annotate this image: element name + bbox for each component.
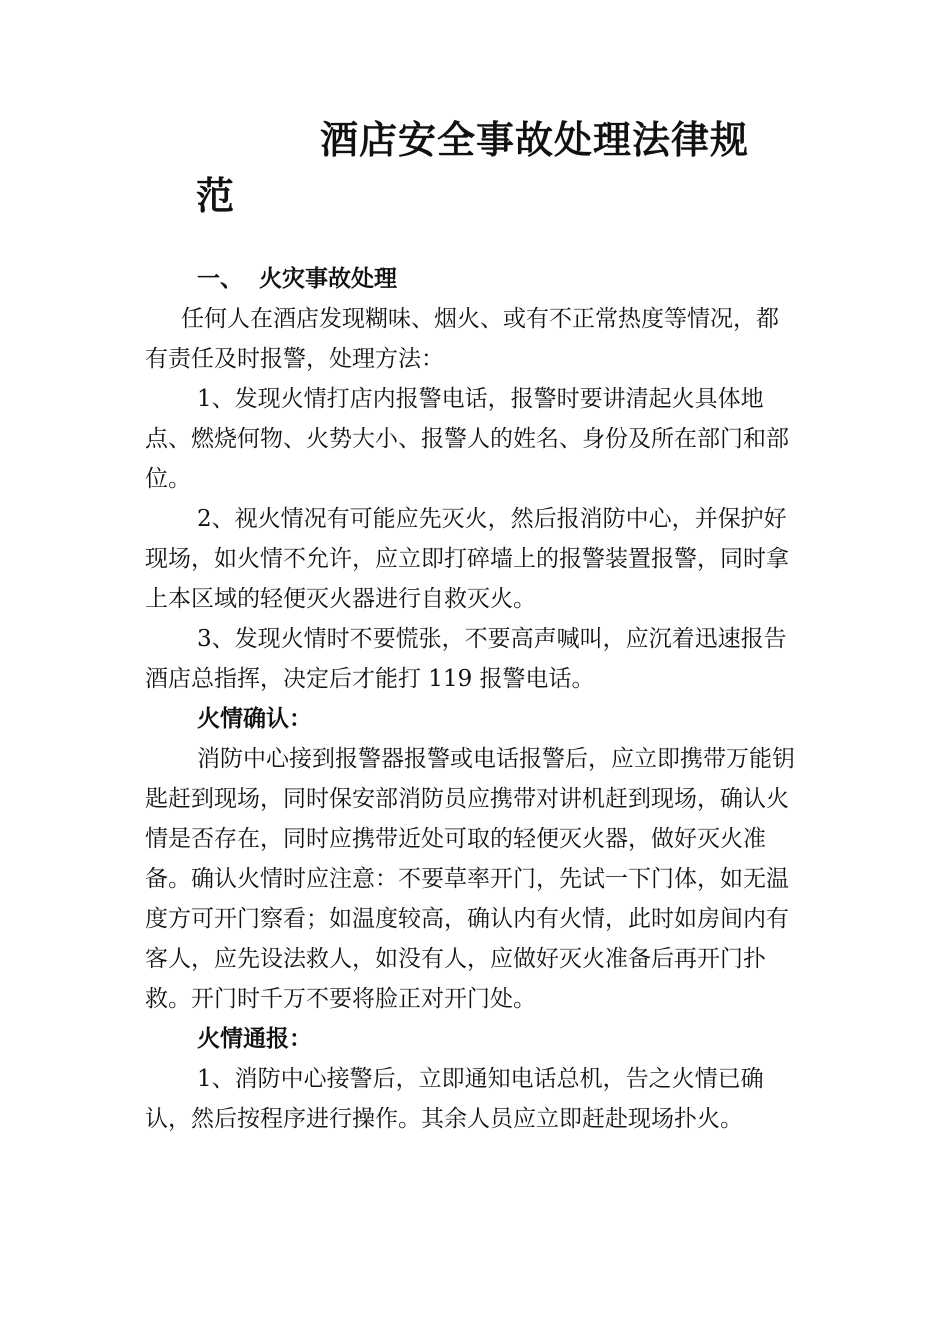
document-body [145, 259, 800, 1139]
title-line-2: 范 [196, 173, 236, 218]
list-item-2: 2、视火情况有可能应先灭火，然后报消防中心，并保护好现场，如火情不允许，应立即打碎墙上的报警装置报警，同时拿上本区域的轻便灭火器进行自救灭火。 [145, 506, 789, 612]
confirm-paragraph: 消防中心接到报警器报警或电话报警后，应立即携带万能钥匙赶到现场，同时保安部消防员应携带对讲机赶到现场，确认火情是否存在，同时应携带近处可取的轻便灭火器，做好灭火准备。确认火情时应注意：不要草率开门，先试一下门体，如无温度方可开门察看；如温度较高，确认内有火情，此时如房间内有客人，应先设法救人，如没有人，应做好灭火准备后再开门扑救。开门时千万不要将脸正对开门处。 [145, 746, 795, 1012]
section-heading [145, 259, 800, 299]
report-item-1: 1、消防中心接警后，立即通知电话总机，告之火情已确认，然后按程序进行操作。其余人员应立即赶赴现场扑火。 [145, 1066, 764, 1132]
section-number: 一、 [197, 265, 243, 292]
title-line-1: 酒店安全事故处理法律规 [320, 117, 750, 162]
document-title [196, 112, 796, 224]
list-item-1: 1、发现火情打店内报警电话，报警时要讲清起火具体地点、燃烧何物、火势大小、报警人的姓名、身份及所在部门和部位。 [145, 386, 789, 492]
confirm-heading: 火情确认： [197, 705, 312, 732]
section-title: 火灾事故处理 [259, 265, 397, 292]
intro-paragraph: 任何人在酒店发现糊味、烟火、或有不正常热度等情况，都有责任及时报警，处理方法： [145, 306, 779, 372]
list-item-3: 3、发现火情时不要慌张，不要高声喊叫，应沉着迅速报告酒店总指挥，决定后才能打 119 报警电话。 [145, 626, 787, 692]
report-heading: 火情通报： [197, 1025, 312, 1052]
